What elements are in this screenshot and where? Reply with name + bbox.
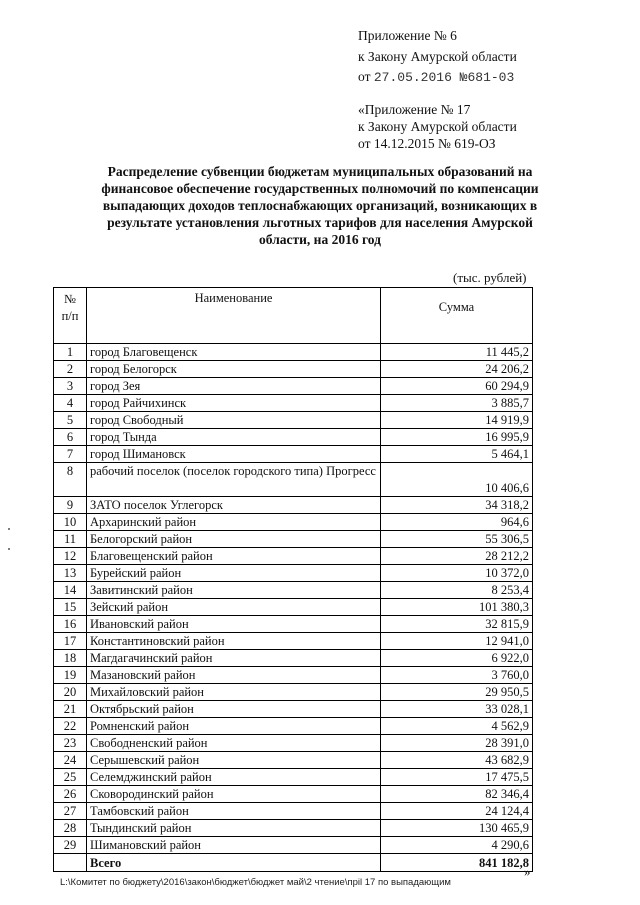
table-row [54, 769, 533, 786]
row-name: город Шимановск [87, 446, 381, 463]
row-sum: 130 465,9 [381, 820, 533, 837]
total-label: Всего [87, 854, 381, 872]
row-name: Свободненский район [87, 735, 381, 752]
row-number: 3 [54, 378, 87, 395]
registration-stamp: 27.05.2016 №681-03 [373, 70, 515, 85]
appendix-date-prefix: от [358, 69, 371, 84]
row-number: 26 [54, 786, 87, 803]
row-number: 22 [54, 718, 87, 735]
header-num-symbol: № [64, 292, 76, 306]
row-number: 4 [54, 395, 87, 412]
table-row [54, 616, 533, 633]
table-row [54, 361, 533, 378]
row-sum: 16 995,9 [381, 429, 533, 446]
row-name: Завитинский район [87, 582, 381, 599]
row-number: 8 [54, 463, 87, 497]
table-row [54, 786, 533, 803]
row-name: Сковородинский район [87, 786, 381, 803]
row-name: город Райчихинск [87, 395, 381, 412]
row-number: 20 [54, 684, 87, 701]
table-row [54, 344, 533, 361]
closing-quote: » [524, 864, 531, 879]
row-number: 27 [54, 803, 87, 820]
row-number: 5 [54, 412, 87, 429]
row-name: Ромненский район [87, 718, 381, 735]
row-sum: 5 464,1 [381, 446, 533, 463]
distribution-table [53, 287, 533, 872]
row-sum: 6 922,0 [381, 650, 533, 667]
row-name: город Белогорск [87, 361, 381, 378]
table-row [54, 752, 533, 769]
row-number: 13 [54, 565, 87, 582]
table-row [54, 803, 533, 820]
row-number: 9 [54, 497, 87, 514]
row-sum: 34 318,2 [381, 497, 533, 514]
row-sum: 11 445,2 [381, 344, 533, 361]
row-sum: 14 919,9 [381, 412, 533, 429]
table-row [54, 735, 533, 752]
header-num [54, 288, 87, 344]
appendix-title: Приложение № 6 [358, 28, 457, 43]
total-sum: 841 182,8 [381, 854, 533, 872]
table-row [54, 395, 533, 412]
row-sum: 4 290,6 [381, 837, 533, 854]
row-sum: 33 028,1 [381, 701, 533, 718]
row-sum: 28 391,0 [381, 735, 533, 752]
table-row [54, 684, 533, 701]
row-sum: 29 950,5 [381, 684, 533, 701]
row-number: 7 [54, 446, 87, 463]
row-number: 29 [54, 837, 87, 854]
row-name: город Благовещенск [87, 344, 381, 361]
row-name: Архаринский район [87, 514, 381, 531]
row-number: 6 [54, 429, 87, 446]
row-sum: 12 941,0 [381, 633, 533, 650]
table-row [54, 565, 533, 582]
row-name: Благовещенский район [87, 548, 381, 565]
row-number: 14 [54, 582, 87, 599]
table-row [54, 650, 533, 667]
table-row [54, 446, 533, 463]
row-number: 28 [54, 820, 87, 837]
table-row [54, 582, 533, 599]
row-name: город Тында [87, 429, 381, 446]
row-name: Серышевский район [87, 752, 381, 769]
row-sum: 10 372,0 [381, 565, 533, 582]
row-name: Ивановский район [87, 616, 381, 633]
row-name: Шимановский район [87, 837, 381, 854]
total-empty-cell [54, 854, 87, 872]
row-number: 1 [54, 344, 87, 361]
row-number: 10 [54, 514, 87, 531]
row-sum: 43 682,9 [381, 752, 533, 769]
row-number: 25 [54, 769, 87, 786]
table-header-row [54, 288, 533, 344]
row-number: 2 [54, 361, 87, 378]
table-row [54, 463, 533, 497]
row-name: Бурейский район [87, 565, 381, 582]
table-row [54, 429, 533, 446]
prev-appendix-date: от 14.12.2015 № 619-ОЗ [358, 136, 496, 151]
row-sum: 4 562,9 [381, 718, 533, 735]
row-sum: 24 206,2 [381, 361, 533, 378]
row-name: Магдагачинский район [87, 650, 381, 667]
table-row [54, 667, 533, 684]
row-sum: 32 815,9 [381, 616, 533, 633]
row-sum: 82 346,4 [381, 786, 533, 803]
row-number: 19 [54, 667, 87, 684]
table-body [54, 344, 533, 872]
table-row [54, 497, 533, 514]
row-name: Белогорский район [87, 531, 381, 548]
row-name: Селемджинский район [87, 769, 381, 786]
prev-appendix-title: «Приложение № 17 [358, 102, 471, 117]
row-number: 18 [54, 650, 87, 667]
row-sum: 964,6 [381, 514, 533, 531]
row-name: рабочий поселок (поселок городского типа) Прогресс [87, 463, 381, 497]
header-name: Наименование [87, 288, 381, 344]
scan-speck [8, 528, 10, 530]
row-name: Михайловский район [87, 684, 381, 701]
appendix-law-ref: к Закону Амурской области [358, 49, 517, 64]
table-row [54, 701, 533, 718]
header-sum: Сумма [381, 288, 533, 344]
row-name: город Зея [87, 378, 381, 395]
row-number: 16 [54, 616, 87, 633]
prev-appendix-law-ref: к Закону Амурской области [358, 119, 517, 134]
row-sum: 8 253,4 [381, 582, 533, 599]
table-row [54, 820, 533, 837]
row-number: 17 [54, 633, 87, 650]
row-number: 15 [54, 599, 87, 616]
scan-speck [8, 548, 10, 550]
table-row [54, 599, 533, 616]
row-sum: 3 885,7 [381, 395, 533, 412]
row-sum: 60 294,9 [381, 378, 533, 395]
table-row [54, 378, 533, 395]
row-sum: 17 475,5 [381, 769, 533, 786]
row-name: ЗАТО поселок Углегорск [87, 497, 381, 514]
row-sum: 10 406,6 [381, 463, 533, 497]
row-number: 21 [54, 701, 87, 718]
row-name: Константиновский район [87, 633, 381, 650]
table-row [54, 718, 533, 735]
file-path-footer: L:\Комитет по бюджету\2016\закон\бюджет\бюджет май\2 чтение\прil 17 по выпадающим [60, 877, 451, 888]
total-row [54, 854, 533, 872]
table-row [54, 412, 533, 429]
row-number: 23 [54, 735, 87, 752]
document-title: Распределение субвенции бюджетам муниципальных образований на финансовое обеспечение государственных полномочий по компенсации выпадающих доходов теплоснабжающих организаций, возникающих в результате установления льготных тарифов для населения Амурской области, на 2016 год [101, 164, 539, 247]
row-number: 24 [54, 752, 87, 769]
table-row [54, 837, 533, 854]
row-name: Тындинский район [87, 820, 381, 837]
row-sum: 28 212,2 [381, 548, 533, 565]
row-number: 12 [54, 548, 87, 565]
row-sum: 101 380,3 [381, 599, 533, 616]
table-row [54, 531, 533, 548]
header-num-abbrev: п/п [61, 309, 79, 323]
units-note: (тыс. рублей) [453, 270, 527, 285]
table-row [54, 514, 533, 531]
row-name: Октябрьский район [87, 701, 381, 718]
row-name: Зейский район [87, 599, 381, 616]
row-number: 11 [54, 531, 87, 548]
appendix-date-line [358, 68, 514, 86]
row-sum: 24 124,4 [381, 803, 533, 820]
row-sum: 3 760,0 [381, 667, 533, 684]
row-name: город Свободный [87, 412, 381, 429]
row-sum: 55 306,5 [381, 531, 533, 548]
table-row [54, 633, 533, 650]
row-name: Мазановский район [87, 667, 381, 684]
row-name: Тамбовский район [87, 803, 381, 820]
table-row [54, 548, 533, 565]
